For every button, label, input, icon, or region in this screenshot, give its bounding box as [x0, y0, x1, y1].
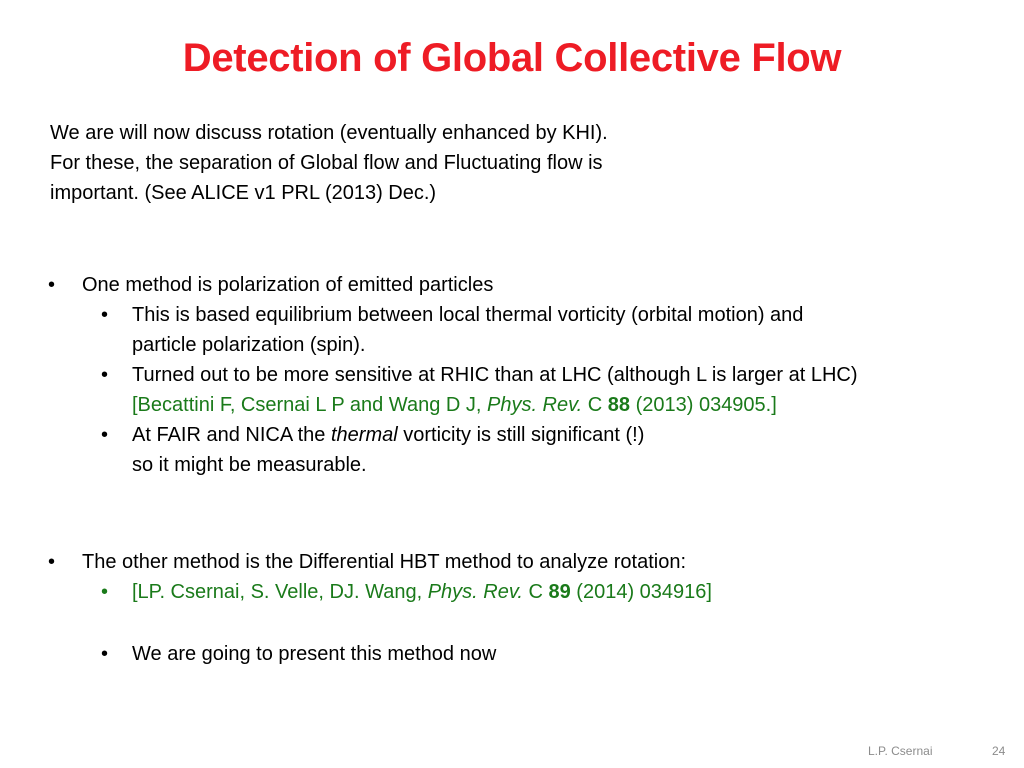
sub-bullet-text: This is based equilibrium between local thermal vorticity (orbital motion) and [132, 304, 804, 326]
sub-bullet-text: At FAIR and NICA the [132, 424, 331, 446]
method1-text: One method is polarization of emitted particles [82, 274, 494, 296]
ref-volume: 89 [548, 581, 571, 603]
bullet-icon: • [48, 551, 56, 573]
intro-line: For these, the separation of Global flow and Fluctuating flow is [50, 152, 603, 174]
intro-paragraph [50, 118, 608, 208]
bullet-item [0, 547, 712, 577]
sub-bullet-text: Turned out to be more sensitive at RHIC than at LHC (although L is larger at LHC) [132, 364, 858, 386]
ref-journal: Phys. Rev. [427, 581, 523, 603]
ref-suffix: (2014) 034916] [570, 581, 712, 603]
ref-volume: 88 [607, 394, 631, 416]
sub-bullet-continuation [0, 330, 858, 360]
reference-citation [0, 577, 712, 607]
slide-title: Detection of Global Collective Flow [182, 36, 842, 80]
bullet-icon: • [101, 643, 109, 665]
bullet-icon: • [101, 581, 109, 603]
ref-suffix: (2013) 034905.] [630, 394, 777, 416]
bullet-icon: • [101, 364, 109, 386]
ref-journal: Phys. Rev. [486, 394, 583, 416]
page-number: 24 [992, 744, 1006, 758]
bullet-item [0, 270, 858, 300]
method2-section [0, 547, 712, 669]
sub-bullet-item [0, 639, 712, 669]
method2-text: The other method is the Differential HBT method to analyze rotation: [82, 551, 687, 573]
bullet-icon: • [48, 274, 56, 296]
intro-line: important. (See ALICE v1 PRL (2013) Dec.) [50, 182, 437, 204]
reference-citation [0, 390, 858, 420]
sub-bullet-text: We are going to present this method now [132, 643, 497, 665]
footer-author: L.P. Csernai [868, 744, 933, 758]
sub-bullet-text: particle polarization (spin). [132, 334, 366, 356]
ref-series: C [522, 581, 549, 603]
method1-section [0, 270, 858, 480]
sub-bullet-italic: thermal [330, 424, 398, 446]
sub-bullet-continuation [0, 450, 858, 480]
sub-bullet-text: vorticity is still significant (!) [397, 424, 645, 446]
ref-series: C [582, 394, 608, 416]
bullet-icon: • [101, 424, 109, 446]
ref-prefix: [LP. Csernai, S. Velle, DJ. Wang, [132, 581, 428, 603]
sub-bullet-item [0, 360, 858, 390]
sub-bullet-item [0, 420, 858, 450]
bullet-icon: • [101, 304, 109, 326]
sub-bullet-text: so it might be measurable. [132, 454, 367, 476]
ref-prefix: [Becattini F, Csernai L P and Wang D J, [132, 394, 487, 416]
sub-bullet-item [0, 300, 858, 330]
intro-line: We are will now discuss rotation (eventually enhanced by KHI). [50, 122, 608, 144]
